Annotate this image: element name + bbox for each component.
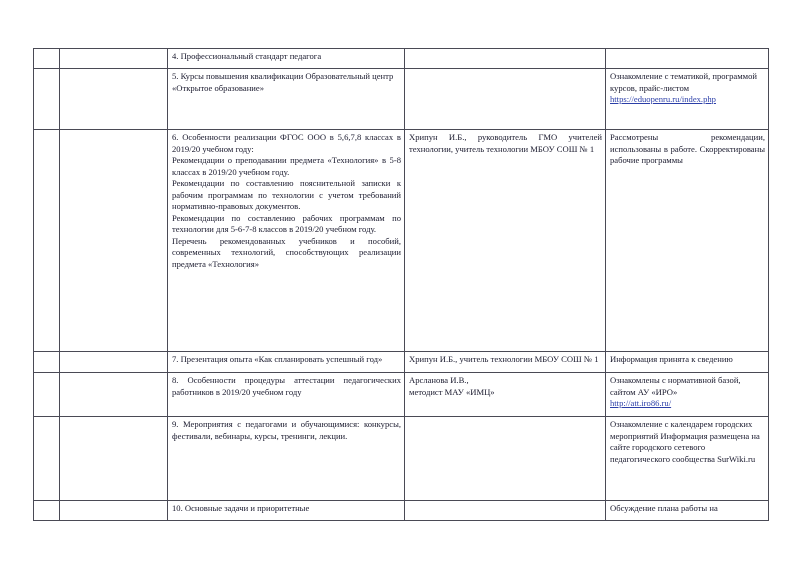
activity-text: 9. Мероприятия с педагогами и обучающимися: конкурсы, фестивали, вебинары, курсы, тренинги, лекции. <box>172 419 401 441</box>
cell-date <box>60 352 168 373</box>
table-row <box>34 501 769 521</box>
cell-result <box>606 69 769 130</box>
cell-performer <box>405 49 606 69</box>
cell-performer <box>405 501 606 521</box>
cell-date <box>60 373 168 417</box>
performer-text: методист МАУ «ИМЦ» <box>409 386 495 397</box>
table-row <box>34 69 769 130</box>
performer-text: Хрипун И.Б., руководитель ГМО учителей технологии, учитель технологии МБОУ СОШ № 1 <box>409 132 602 154</box>
activity-text: Перечень рекомендованных учебников и пособий, современных технологий, способствующих реализации предмета «Технология» <box>172 235 401 269</box>
activity-text: 8. Особенности процедуры аттестации педагогических работников в 2019/20 учебном году <box>172 375 401 397</box>
cell-number <box>34 501 60 521</box>
cell-activity <box>168 501 405 521</box>
table-row <box>34 417 769 501</box>
activity-text: Рекомендации по составлению рабочих программам по технологии для 5-6-7-8 классов в 2019/20 учебном году. <box>172 212 401 235</box>
result-text: Ознакомление с календарем городских мероприятий Информация размещена на сайте городского сетевого педагогического сообщества SurWiki.ru <box>610 419 760 464</box>
att-iro86-link[interactable]: http://att.iro86.ru/ <box>610 398 672 409</box>
cell-result <box>606 49 769 69</box>
cell-activity <box>168 417 405 501</box>
result-link-line <box>610 398 765 410</box>
cell-date <box>60 49 168 69</box>
result-text: Ознакомление с тематикой, программой курсов, прайс-листом <box>610 71 757 93</box>
activity-text: Рекомендации о преподавании предмета «Технология» в 5-8 классах в 2019/20 учебном году. <box>172 155 401 177</box>
result-text: Обсуждение плана работы на <box>610 503 718 513</box>
table-row <box>34 49 769 69</box>
eduopenru-link[interactable]: https://eduopenru.ru/index.php <box>610 94 716 105</box>
cell-date <box>60 501 168 521</box>
activity-text: 6. Особенности реализации ФГОС ООО в 5,6,7,8 классах в 2019/20 учебном году: <box>172 132 401 154</box>
cell-number <box>34 373 60 417</box>
cell-performer <box>405 69 606 130</box>
cell-date <box>60 417 168 501</box>
table-row <box>34 130 769 352</box>
result-text: Ознакомлены с нормативной базой, сайтом АУ «ИРО» <box>610 375 741 397</box>
cell-result <box>606 417 769 501</box>
cell-number <box>34 417 60 501</box>
performer-text: Хрипун И.Б., учитель технологии МБОУ СОШ № 1 <box>409 354 599 364</box>
result-text: Информация принята к сведению <box>610 354 733 364</box>
cell-performer <box>405 352 606 373</box>
cell-activity <box>168 130 405 352</box>
cell-date <box>60 69 168 130</box>
activity-text: Рекомендации по составлению пояснительной записки к рабочим программам по технологии с учетом требований нормативно-правовых документов. <box>172 178 401 212</box>
result-text: Рассмотрены рекомендации, использованы в работе. Скорректированы рабочие программы <box>610 132 765 166</box>
cell-result <box>606 501 769 521</box>
cell-number <box>34 69 60 130</box>
plan-table-body <box>34 49 769 521</box>
cell-activity <box>168 69 405 130</box>
cell-activity <box>168 49 405 69</box>
cell-number <box>34 130 60 352</box>
performer-text: Арсланова И.В., <box>409 375 469 385</box>
result-link-line <box>610 94 765 106</box>
cell-number <box>34 352 60 373</box>
activity-text: 4. Профессиональный стандарт педагога <box>172 51 322 61</box>
activity-text: 5. Курсы повышения квалификации Образовательный центр «Открытое образование» <box>172 71 394 93</box>
cell-activity <box>168 352 405 373</box>
cell-performer <box>405 373 606 417</box>
table-row <box>34 352 769 373</box>
cell-performer <box>405 130 606 352</box>
cell-performer <box>405 417 606 501</box>
cell-result <box>606 130 769 352</box>
activity-text: 10. Основные задачи и приоритетные <box>172 503 310 513</box>
activity-text: 7. Презентация опыта «Как спланировать успешный год» <box>172 354 383 364</box>
table-row <box>34 373 769 417</box>
cell-activity <box>168 373 405 417</box>
plan-table <box>33 48 769 521</box>
cell-number <box>34 49 60 69</box>
cell-result <box>606 352 769 373</box>
cell-date <box>60 130 168 352</box>
cell-result <box>606 373 769 417</box>
